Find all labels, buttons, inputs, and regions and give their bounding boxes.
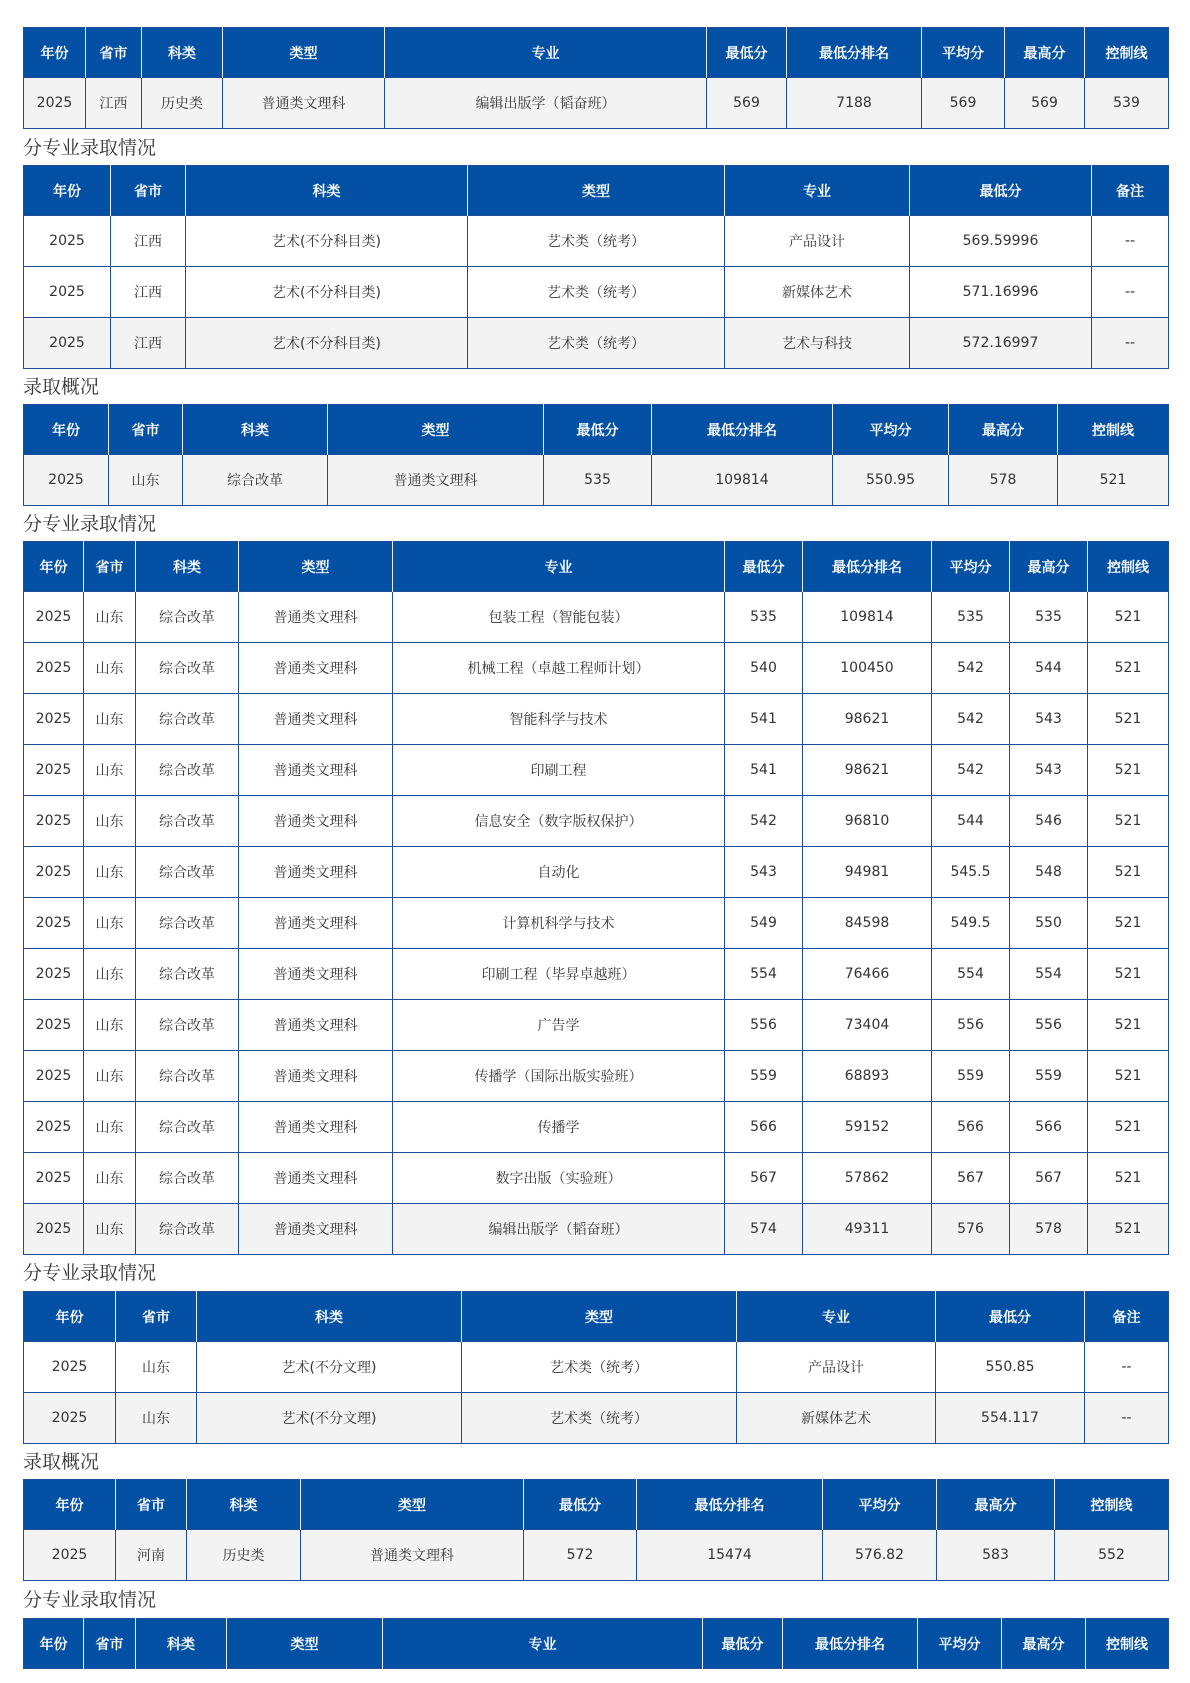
table-row	[24, 216, 1169, 267]
cell-major: 新媒体艺术	[737, 1393, 936, 1444]
cell-control-line: 521	[1058, 455, 1169, 506]
cell-min-rank: 73404	[803, 1000, 932, 1051]
col-header-control-line: 控制线	[1058, 405, 1169, 455]
cell-control-line: 521	[1088, 1153, 1169, 1204]
cell-min-rank: 98621	[803, 694, 932, 745]
jiangxi-major-table	[23, 27, 1169, 129]
table-header-row	[24, 1292, 1169, 1342]
cell-min-score: 559	[725, 1051, 803, 1102]
col-header-major: 专业	[737, 1292, 936, 1342]
cell-year: 2025	[24, 1102, 84, 1153]
cell-major: 传播学	[393, 1102, 725, 1153]
section-title-major-admission: 分专业录取情况	[23, 1262, 157, 1284]
henan-summary-table	[23, 1479, 1169, 1581]
cell-avg-score: 559	[932, 1051, 1010, 1102]
cell-subject: 综合改革	[136, 745, 239, 796]
table-header-row	[24, 1619, 1169, 1669]
cell-subject: 综合改革	[136, 1153, 239, 1204]
col-header-min-score: 最低分	[910, 166, 1092, 216]
cell-avg-score: 549.5	[932, 898, 1010, 949]
cell-type: 普通类文理科	[301, 1530, 524, 1581]
cell-min-score: 541	[725, 745, 803, 796]
cell-control-line: 521	[1088, 643, 1169, 694]
col-header-min-rank: 最低分排名	[787, 28, 922, 78]
cell-subject: 历史类	[187, 1530, 301, 1581]
cell-year: 2025	[24, 694, 84, 745]
cell-year: 2025	[24, 78, 86, 129]
cell-year: 2025	[24, 796, 84, 847]
col-header-max-score: 最高分	[1010, 542, 1088, 592]
col-header-province: 省市	[111, 166, 186, 216]
cell-control-line: 539	[1085, 78, 1169, 129]
cell-subject: 艺术(不分文理)	[197, 1393, 462, 1444]
cell-avg-score: 556	[932, 1000, 1010, 1051]
cell-max-score: 543	[1010, 694, 1088, 745]
cell-min-score: 574	[725, 1204, 803, 1255]
cell-min-rank: 109814	[652, 455, 833, 506]
cell-year: 2025	[24, 1153, 84, 1204]
col-header-type: 类型	[468, 166, 725, 216]
table-header-row	[24, 405, 1169, 455]
cell-max-score: 567	[1010, 1153, 1088, 1204]
cell-type: 普通类文理科	[239, 1000, 393, 1051]
col-header-max-score: 最高分	[1005, 28, 1085, 78]
jiangxi-art-major-table	[23, 165, 1169, 369]
cell-max-score: 550	[1010, 898, 1088, 949]
col-header-province: 省市	[84, 542, 136, 592]
cell-min-score: 572.16997	[910, 318, 1092, 369]
col-header-year: 年份	[24, 1292, 116, 1342]
cell-province: 山东	[84, 1000, 136, 1051]
cell-max-score: 546	[1010, 796, 1088, 847]
shandong-art-major-table	[23, 1291, 1169, 1444]
cell-max-score: 566	[1010, 1102, 1088, 1153]
table-header-row	[24, 28, 1169, 78]
cell-min-score: 556	[725, 1000, 803, 1051]
cell-province: 山东	[84, 1102, 136, 1153]
col-header-subject: 科类	[183, 405, 328, 455]
cell-max-score: 583	[937, 1530, 1055, 1581]
cell-major: 智能科学与技术	[393, 694, 725, 745]
cell-avg-score: 544	[932, 796, 1010, 847]
col-header-control-line: 控制线	[1085, 28, 1169, 78]
cell-year: 2025	[24, 1051, 84, 1102]
cell-major: 编辑出版学（韬奋班）	[393, 1204, 725, 1255]
cell-type: 普通类文理科	[328, 455, 544, 506]
cell-avg-score: 576.82	[823, 1530, 937, 1581]
cell-avg-score: 554	[932, 949, 1010, 1000]
cell-subject: 综合改革	[136, 1102, 239, 1153]
table-row	[24, 796, 1169, 847]
table-row	[24, 267, 1169, 318]
cell-max-score: 569	[1005, 78, 1085, 129]
cell-subject: 综合改革	[136, 1204, 239, 1255]
cell-max-score: 543	[1010, 745, 1088, 796]
cell-province: 山东	[84, 592, 136, 643]
cell-province: 山东	[84, 1153, 136, 1204]
cell-year: 2025	[24, 1393, 116, 1444]
cell-min-score: 569.59996	[910, 216, 1092, 267]
col-header-type: 类型	[223, 28, 385, 78]
cell-max-score: 535	[1010, 592, 1088, 643]
cell-province: 山东	[84, 898, 136, 949]
col-header-type: 类型	[301, 1480, 524, 1530]
section-title-major-admission: 分专业录取情况	[23, 137, 157, 159]
cell-min-score: 571.16996	[910, 267, 1092, 318]
section-title-admission-overview: 录取概况	[23, 376, 100, 398]
cell-province: 江西	[111, 318, 186, 369]
col-header-remark: 备注	[1092, 166, 1169, 216]
cell-min-rank: 100450	[803, 643, 932, 694]
cell-type: 普通类文理科	[239, 592, 393, 643]
cell-type: 艺术类（统考）	[468, 318, 725, 369]
cell-min-score: 541	[725, 694, 803, 745]
cell-province: 山东	[84, 1204, 136, 1255]
cell-min-score: 554	[725, 949, 803, 1000]
cell-subject: 综合改革	[136, 796, 239, 847]
cell-major: 产品设计	[725, 216, 910, 267]
cell-avg-score: 569	[922, 78, 1005, 129]
cell-min-rank: 84598	[803, 898, 932, 949]
cell-subject: 综合改革	[136, 898, 239, 949]
table-row	[24, 643, 1169, 694]
col-header-year: 年份	[24, 28, 86, 78]
cell-subject: 综合改革	[136, 643, 239, 694]
cell-subject: 历史类	[142, 78, 223, 129]
table-row	[24, 745, 1169, 796]
cell-type: 普通类文理科	[239, 1204, 393, 1255]
col-header-avg-score: 平均分	[833, 405, 949, 455]
cell-year: 2025	[24, 1000, 84, 1051]
cell-subject: 综合改革	[136, 949, 239, 1000]
cell-type: 普通类文理科	[239, 1102, 393, 1153]
cell-type: 艺术类（统考）	[462, 1342, 737, 1393]
col-header-major: 专业	[725, 166, 910, 216]
table-row	[24, 1153, 1169, 1204]
col-header-province: 省市	[86, 28, 142, 78]
cell-max-score: 556	[1010, 1000, 1088, 1051]
cell-type: 普通类文理科	[239, 1051, 393, 1102]
col-header-province: 省市	[116, 1480, 187, 1530]
col-header-type: 类型	[227, 1619, 383, 1669]
col-header-min-rank: 最低分排名	[637, 1480, 823, 1530]
cell-subject: 艺术(不分科目类)	[186, 216, 468, 267]
table-row	[24, 592, 1169, 643]
table-row	[24, 1530, 1169, 1581]
cell-min-rank: 59152	[803, 1102, 932, 1153]
cell-remark: --	[1085, 1342, 1169, 1393]
cell-min-rank: 49311	[803, 1204, 932, 1255]
table-row	[24, 949, 1169, 1000]
cell-remark: --	[1092, 267, 1169, 318]
col-header-major: 专业	[393, 542, 725, 592]
cell-avg-score: 535	[932, 592, 1010, 643]
col-header-min-score: 最低分	[524, 1480, 637, 1530]
cell-year: 2025	[24, 898, 84, 949]
col-header-min-score: 最低分	[707, 28, 787, 78]
table-row	[24, 898, 1169, 949]
cell-avg-score: 567	[932, 1153, 1010, 1204]
col-header-type: 类型	[328, 405, 544, 455]
cell-max-score: 554	[1010, 949, 1088, 1000]
cell-province: 江西	[111, 267, 186, 318]
cell-province: 山东	[84, 745, 136, 796]
cell-province: 山东	[84, 1051, 136, 1102]
cell-max-score: 548	[1010, 847, 1088, 898]
col-header-subject: 科类	[197, 1292, 462, 1342]
cell-min-score: 569	[707, 78, 787, 129]
col-header-avg-score: 平均分	[918, 1619, 1002, 1669]
col-header-subject: 科类	[187, 1480, 301, 1530]
col-header-min-rank: 最低分排名	[783, 1619, 918, 1669]
cell-year: 2025	[24, 847, 84, 898]
cell-max-score: 578	[949, 455, 1058, 506]
col-header-control-line: 控制线	[1088, 542, 1169, 592]
col-header-max-score: 最高分	[1002, 1619, 1086, 1669]
col-header-subject: 科类	[136, 1619, 227, 1669]
cell-min-rank: 15474	[637, 1530, 823, 1581]
cell-province: 江西	[111, 216, 186, 267]
cell-major: 印刷工程（毕昇卓越班）	[393, 949, 725, 1000]
table-row	[24, 1051, 1169, 1102]
cell-min-rank: 98621	[803, 745, 932, 796]
cell-min-score: 549	[725, 898, 803, 949]
cell-min-rank: 76466	[803, 949, 932, 1000]
table-header-row	[24, 1480, 1169, 1530]
cell-year: 2025	[24, 592, 84, 643]
cell-remark: --	[1092, 318, 1169, 369]
cell-max-score: 544	[1010, 643, 1088, 694]
cell-control-line: 521	[1088, 898, 1169, 949]
cell-major: 产品设计	[737, 1342, 936, 1393]
cell-min-rank: 96810	[803, 796, 932, 847]
cell-province: 山东	[109, 455, 183, 506]
col-header-year: 年份	[24, 1480, 116, 1530]
table-header-row	[24, 542, 1169, 592]
table-row	[24, 1204, 1169, 1255]
cell-control-line: 521	[1088, 1000, 1169, 1051]
cell-type: 艺术类（统考）	[468, 267, 725, 318]
cell-min-score: 554.117	[936, 1393, 1085, 1444]
cell-avg-score: 550.95	[833, 455, 949, 506]
cell-control-line: 521	[1088, 1204, 1169, 1255]
cell-type: 普通类文理科	[223, 78, 385, 129]
col-header-type: 类型	[462, 1292, 737, 1342]
cell-subject: 艺术(不分科目类)	[186, 267, 468, 318]
cell-min-score: 542	[725, 796, 803, 847]
cell-subject: 综合改革	[136, 1000, 239, 1051]
cell-province: 山东	[84, 796, 136, 847]
cell-avg-score: 542	[932, 643, 1010, 694]
cell-major: 数字出版（实验班）	[393, 1153, 725, 1204]
col-header-remark: 备注	[1085, 1292, 1169, 1342]
cell-min-score: 535	[725, 592, 803, 643]
cell-major: 计算机科学与技术	[393, 898, 725, 949]
cell-control-line: 521	[1088, 796, 1169, 847]
cell-control-line: 521	[1088, 745, 1169, 796]
cell-province: 河南	[116, 1530, 187, 1581]
table-row	[24, 318, 1169, 369]
cell-major: 艺术与科技	[725, 318, 910, 369]
cell-max-score: 559	[1010, 1051, 1088, 1102]
shandong-major-table	[23, 541, 1169, 1255]
cell-min-score: 543	[725, 847, 803, 898]
cell-year: 2025	[24, 1342, 116, 1393]
cell-province: 山东	[116, 1393, 197, 1444]
cell-min-score: 566	[725, 1102, 803, 1153]
col-header-min-score: 最低分	[703, 1619, 783, 1669]
cell-control-line: 521	[1088, 694, 1169, 745]
col-header-min-rank: 最低分排名	[652, 405, 833, 455]
col-header-min-score: 最低分	[936, 1292, 1085, 1342]
table-row	[24, 455, 1169, 506]
cell-subject: 综合改革	[136, 592, 239, 643]
table-row	[24, 1000, 1169, 1051]
cell-remark: --	[1085, 1393, 1169, 1444]
cell-year: 2025	[24, 745, 84, 796]
col-header-min-score: 最低分	[725, 542, 803, 592]
section-title-major-admission: 分专业录取情况	[23, 1589, 157, 1611]
cell-province: 江西	[86, 78, 142, 129]
cell-control-line: 552	[1055, 1530, 1169, 1581]
cell-min-rank: 7188	[787, 78, 922, 129]
cell-subject: 综合改革	[136, 847, 239, 898]
col-header-year: 年份	[24, 166, 111, 216]
col-header-province: 省市	[116, 1292, 197, 1342]
section-title-admission-overview: 录取概况	[23, 1451, 100, 1473]
cell-year: 2025	[24, 216, 111, 267]
col-header-year: 年份	[24, 1619, 84, 1669]
cell-type: 普通类文理科	[239, 745, 393, 796]
col-header-control-line: 控制线	[1055, 1480, 1169, 1530]
cell-major: 信息安全（数字版权保护）	[393, 796, 725, 847]
cell-subject: 艺术(不分科目类)	[186, 318, 468, 369]
cell-control-line: 521	[1088, 1102, 1169, 1153]
cell-control-line: 521	[1088, 1051, 1169, 1102]
col-header-year: 年份	[24, 405, 109, 455]
cell-year: 2025	[24, 1204, 84, 1255]
col-header-avg-score: 平均分	[922, 28, 1005, 78]
henan-major-table	[23, 1618, 1169, 1669]
cell-min-rank: 94981	[803, 847, 932, 898]
col-header-year: 年份	[24, 542, 84, 592]
col-header-avg-score: 平均分	[932, 542, 1010, 592]
cell-type: 普通类文理科	[239, 694, 393, 745]
col-header-subject: 科类	[186, 166, 468, 216]
cell-province: 山东	[84, 643, 136, 694]
cell-remark: --	[1092, 216, 1169, 267]
col-header-avg-score: 平均分	[823, 1480, 937, 1530]
col-header-min-score: 最低分	[544, 405, 652, 455]
cell-control-line: 521	[1088, 847, 1169, 898]
table-row	[24, 1342, 1169, 1393]
col-header-max-score: 最高分	[937, 1480, 1055, 1530]
cell-type: 普通类文理科	[239, 949, 393, 1000]
cell-province: 山东	[84, 847, 136, 898]
cell-min-rank: 57862	[803, 1153, 932, 1204]
col-header-subject: 科类	[136, 542, 239, 592]
cell-province: 山东	[84, 694, 136, 745]
cell-avg-score: 542	[932, 745, 1010, 796]
table-row	[24, 1393, 1169, 1444]
cell-subject: 综合改革	[136, 1051, 239, 1102]
cell-major: 编辑出版学（韬奋班）	[385, 78, 707, 129]
cell-major: 自动化	[393, 847, 725, 898]
cell-avg-score: 545.5	[932, 847, 1010, 898]
table-row	[24, 847, 1169, 898]
table-row	[24, 1102, 1169, 1153]
section-title-major-admission: 分专业录取情况	[23, 513, 157, 535]
cell-avg-score: 566	[932, 1102, 1010, 1153]
cell-year: 2025	[24, 455, 109, 506]
cell-year: 2025	[24, 1530, 116, 1581]
cell-major: 新媒体艺术	[725, 267, 910, 318]
cell-type: 普通类文理科	[239, 847, 393, 898]
cell-year: 2025	[24, 318, 111, 369]
cell-min-rank: 68893	[803, 1051, 932, 1102]
col-header-subject: 科类	[142, 28, 223, 78]
cell-major: 印刷工程	[393, 745, 725, 796]
col-header-province: 省市	[109, 405, 183, 455]
col-header-max-score: 最高分	[949, 405, 1058, 455]
cell-year: 2025	[24, 267, 111, 318]
shandong-major-rows	[24, 592, 1169, 1255]
cell-subject: 综合改革	[183, 455, 328, 506]
cell-type: 普通类文理科	[239, 898, 393, 949]
cell-subject: 艺术(不分文理)	[197, 1342, 462, 1393]
shandong-summary-table	[23, 404, 1169, 506]
cell-province: 山东	[116, 1342, 197, 1393]
cell-type: 普通类文理科	[239, 643, 393, 694]
cell-control-line: 521	[1088, 592, 1169, 643]
col-header-major: 专业	[385, 28, 707, 78]
cell-type: 普通类文理科	[239, 796, 393, 847]
col-header-control-line: 控制线	[1086, 1619, 1169, 1669]
cell-major: 包装工程（智能包装）	[393, 592, 725, 643]
cell-min-score: 567	[725, 1153, 803, 1204]
table-header-row	[24, 166, 1169, 216]
cell-major: 广告学	[393, 1000, 725, 1051]
cell-avg-score: 576	[932, 1204, 1010, 1255]
col-header-major: 专业	[383, 1619, 703, 1669]
cell-year: 2025	[24, 949, 84, 1000]
cell-min-score: 572	[524, 1530, 637, 1581]
cell-control-line: 521	[1088, 949, 1169, 1000]
cell-type: 艺术类（统考）	[462, 1393, 737, 1444]
cell-max-score: 578	[1010, 1204, 1088, 1255]
cell-min-score: 535	[544, 455, 652, 506]
cell-year: 2025	[24, 643, 84, 694]
cell-type: 普通类文理科	[239, 1153, 393, 1204]
table-row	[24, 78, 1169, 129]
cell-avg-score: 542	[932, 694, 1010, 745]
col-header-type: 类型	[239, 542, 393, 592]
cell-major: 机械工程（卓越工程师计划）	[393, 643, 725, 694]
cell-subject: 综合改革	[136, 694, 239, 745]
table-row	[24, 694, 1169, 745]
col-header-province: 省市	[84, 1619, 136, 1669]
cell-type: 艺术类（统考）	[468, 216, 725, 267]
cell-min-score: 540	[725, 643, 803, 694]
cell-province: 山东	[84, 949, 136, 1000]
cell-major: 传播学（国际出版实验班）	[393, 1051, 725, 1102]
cell-min-rank: 109814	[803, 592, 932, 643]
col-header-min-rank: 最低分排名	[803, 542, 932, 592]
cell-min-score: 550.85	[936, 1342, 1085, 1393]
